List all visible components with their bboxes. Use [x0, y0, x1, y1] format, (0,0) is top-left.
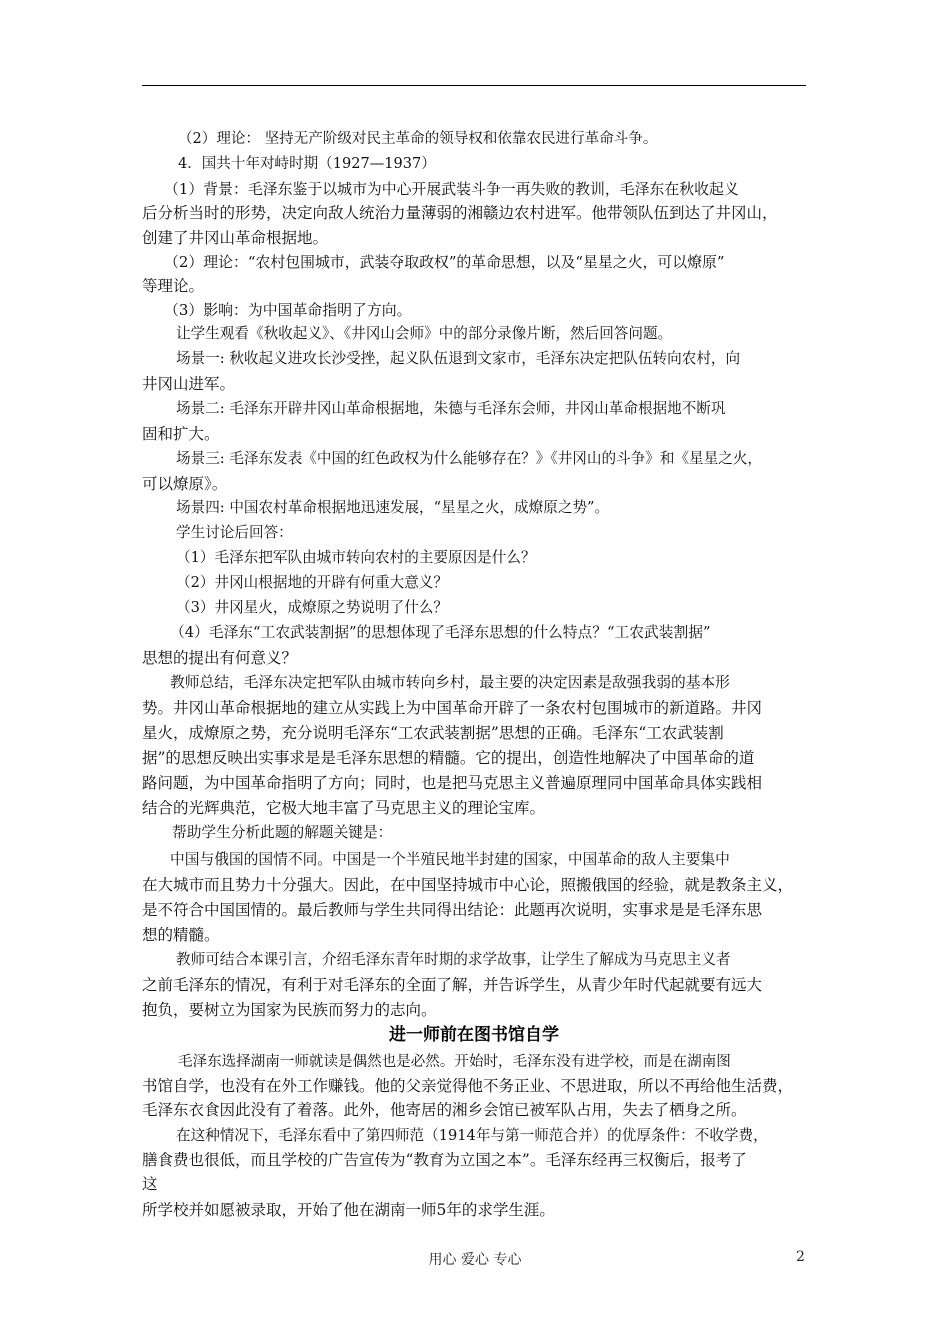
text-line: 学生讨论后回答：	[176, 524, 293, 541]
page-footer: 用心 爱心 专心	[428, 1252, 522, 1268]
page-number: 2	[796, 1249, 805, 1265]
text-line: （2）井冈山根据地的开辟有何重大意义？	[176, 574, 448, 591]
text-line: 星火，成燎原之势，充分说明毛泽东“工农武装割据”思想的正确。毛泽东“工农武装割	[142, 724, 724, 742]
text-line: 等理论。	[142, 277, 205, 295]
text-line: 帮助学生分析此题的解题关键是：	[172, 824, 393, 841]
text-line: （2）理论： 坚持无产阶级对民主革命的领导权和依靠农民进行革命斗争。	[178, 130, 658, 147]
text-line: 创建了井冈山革命根据地。	[142, 229, 329, 247]
text-line: （1）背景：毛泽东鉴于以城市为中心开展武装斗争一再失败的教训，毛泽东在秋收起义	[164, 180, 739, 198]
text-line: 所学校并如愿被录取，开始了他在湖南一师5年的求学生涯。	[142, 1201, 555, 1219]
text-line: 让学生观看《秋收起义》、《井冈山会师》中的部分录像片断，然后回答问题。	[176, 325, 673, 342]
text-line: 据”的思想反映出实事求是是毛泽东思想的精髓。它的提出，创造性地解决了中国革命的道	[142, 749, 755, 767]
text-line: 之前毛泽东的情况，有利于对毛泽东的全面了解，并告诉学生，从青少年时代起就要有远大	[142, 976, 763, 994]
text-line: 在这种情况下，毛泽东看中了第四师范（1914年与第一师范合并）的优厚条件：不收学费，	[176, 1127, 768, 1144]
text-line: （1）毛泽东把军队由城市转向农村的主要原因是什么？	[176, 549, 536, 566]
text-line: 思想的提出有何意义？	[142, 649, 298, 667]
text-line: 毛泽东衣食因此没有了着落。此外，他寄居的湘乡会馆已被军队占用，失去了栖身之所。	[142, 1101, 747, 1119]
text-line: 中国与俄国的国情不同。中国是一个半殖民地半封建的国家，中国革命的敌人主要集中	[170, 851, 730, 868]
text-line: 是不符合中国国情的。最后教师与学生共同得出结论：此题再次说明，实事求是是毛泽东思	[142, 901, 763, 919]
text-line: 这	[142, 1175, 158, 1193]
text-line: 场景四: 中国农村革命根据地迅速发展，“星星之火，成燎原之势”。	[176, 499, 610, 516]
text-line: 结合的光辉典范，它极大地丰富了马克思主义的理论宝库。	[142, 799, 546, 817]
text-line: 场景三: 毛泽东发表《中国的红色政权为什么能够存在？》《井冈山的斗争》和《星星之火，	[176, 450, 763, 467]
text-line: （4）毛泽东“工农武装割据”的思想体现了毛泽东思想的什么特点？“工农武装割据”	[170, 624, 711, 641]
text-line: 书馆自学，也没有在外工作赚钱。他的父亲觉得他不务正业、不思进取，所以不再给他生活费，	[142, 1077, 794, 1095]
text-line: 在大城市而且势力十分强大。因此，在中国坚持城市中心论，照搬俄国的经验，就是教条主义，	[142, 876, 794, 894]
text-line: 膳食费也很低，而且学校的广告宣传为“教育为立国之本”。毛泽东经再三权衡后，报考了	[142, 1151, 747, 1169]
text-line: 井冈山进军。	[142, 375, 236, 393]
section-heading: 进一师前在图书馆自学	[389, 1025, 559, 1045]
text-line: 毛泽东选择湖南一师就读是偶然也是必然。开始时，毛泽东没有进学校，而是在湖南图	[178, 1053, 731, 1070]
text-line: 后分析当时的形势，决定向敌人统治力量薄弱的湘赣边农村进军。他带领队伍到达了井冈山，	[142, 204, 778, 222]
text-line: 可以燎原》。	[142, 475, 228, 493]
text-line: 场景二: 毛泽东开辟井冈山革命根据地，朱德与毛泽东会师，井冈山革命根据地不断巩	[176, 400, 726, 417]
header-rule	[142, 85, 806, 86]
text-line: （3）影响：为中国革命指明了方向。	[164, 301, 412, 319]
text-line: 势。井冈山革命根据地的建立从实践上为中国革命开辟了一条农村包围城市的新道路。井冈	[142, 699, 763, 717]
text-line: 场景一: 秋收起义进攻长沙受挫，起义队伍退到文家市，毛泽东决定把队伍转向农村，向	[176, 350, 741, 367]
text-line: 教师可结合本课引言，介绍毛泽东青年时期的求学故事，让学生了解成为马克思主义者	[176, 951, 731, 968]
text-line: 想的精髓。	[142, 926, 220, 944]
text-line: 4．国共十年对峙时期（1927—1937）	[178, 155, 436, 172]
text-line: （2）理论：“农村包围城市，武装夺取政权”的革命思想，以及“星星之火，可以燎原”	[164, 253, 725, 271]
text-line: 固和扩大。	[142, 425, 220, 443]
text-line: （3）井冈星火，成燎原之势说明了什么？	[176, 599, 448, 616]
text-line: 教师总结，毛泽东决定把军队由城市转向乡村，最主要的决定因素是敌强我弱的基本形	[170, 674, 730, 691]
text-line: 路问题，为中国革命指明了方向；同时，也是把马克思主义普遍原理同中国革命具体实践相	[142, 774, 763, 792]
text-line: 抱负，要树立为国家为民族而努力的志向。	[142, 1001, 437, 1019]
